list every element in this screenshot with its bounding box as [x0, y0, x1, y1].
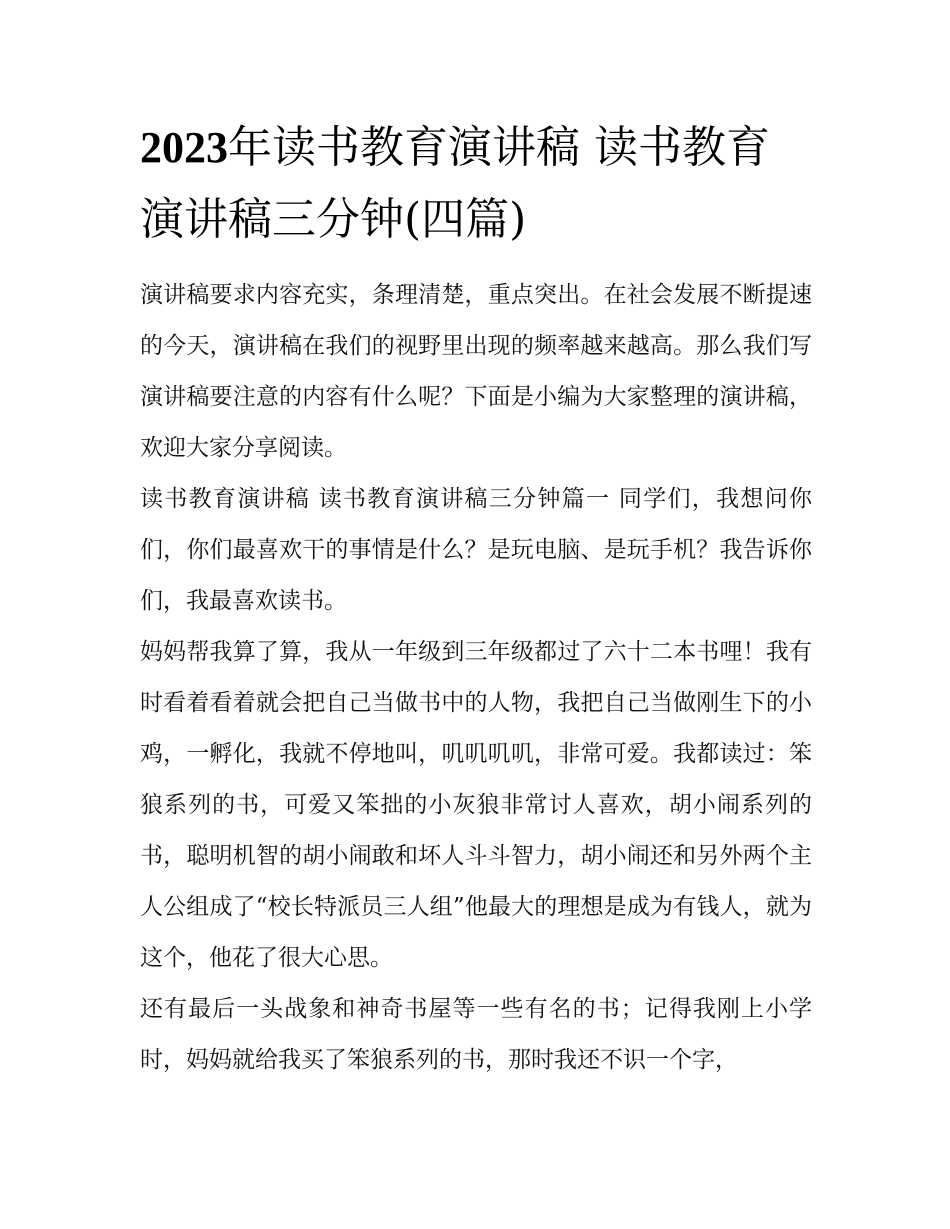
title-year: 2023: [140, 123, 228, 172]
paragraph-speech-opening: 读书教育演讲稿 读书教育演讲稿三分钟篇一 同学们，我想问你们，你们最喜欢干的事情是什么？是玩电脑、是玩手机？我告诉你们，我最喜欢读书。: [140, 486, 812, 614]
paragraph-famous-books: 还有最后一头战象和神奇书屋等一些有名的书；记得我刚上小学时，妈妈就给我买了笨狼系列的书，那时我还不识一个字，: [140, 996, 812, 1073]
document-body: [140, 270, 820, 1086]
document-title: [140, 112, 780, 256]
document-content: [140, 112, 820, 1086]
paragraph-reading-count: 妈妈帮我算了算，我从一年级到三年级都过了六十二本书哩！我有时看着看着就会把自己当做书中的人物，我把自己当做刚生下的小鸡，一孵化，我就不停地叫，叽叽叽叽，非常可爱。我都读过：笨狼系列的书，可爱又笨拙的小灰狼非常讨人喜欢，胡小闹系列的书，聪明机智的胡小闹敢和坏人斗斗智力，胡小闹还和另外两个主人公组成了“校长特派员三人组”他最大的理想是成为有钱人，就为这个，他花了很大心思。: [140, 639, 812, 971]
title-text: 年读书教育演讲稿 读书教育演讲稿三分钟(四篇): [140, 122, 770, 245]
paragraph-intro: 演讲稿要求内容充实，条理清楚，重点突出。在社会发展不断提速的今天，演讲稿在我们的视野里出现的频率越来越高。那么我们写演讲稿要注意的内容有什么呢？下面是小编为大家整理的演讲稿，欢迎大家分享阅读。: [140, 282, 812, 461]
